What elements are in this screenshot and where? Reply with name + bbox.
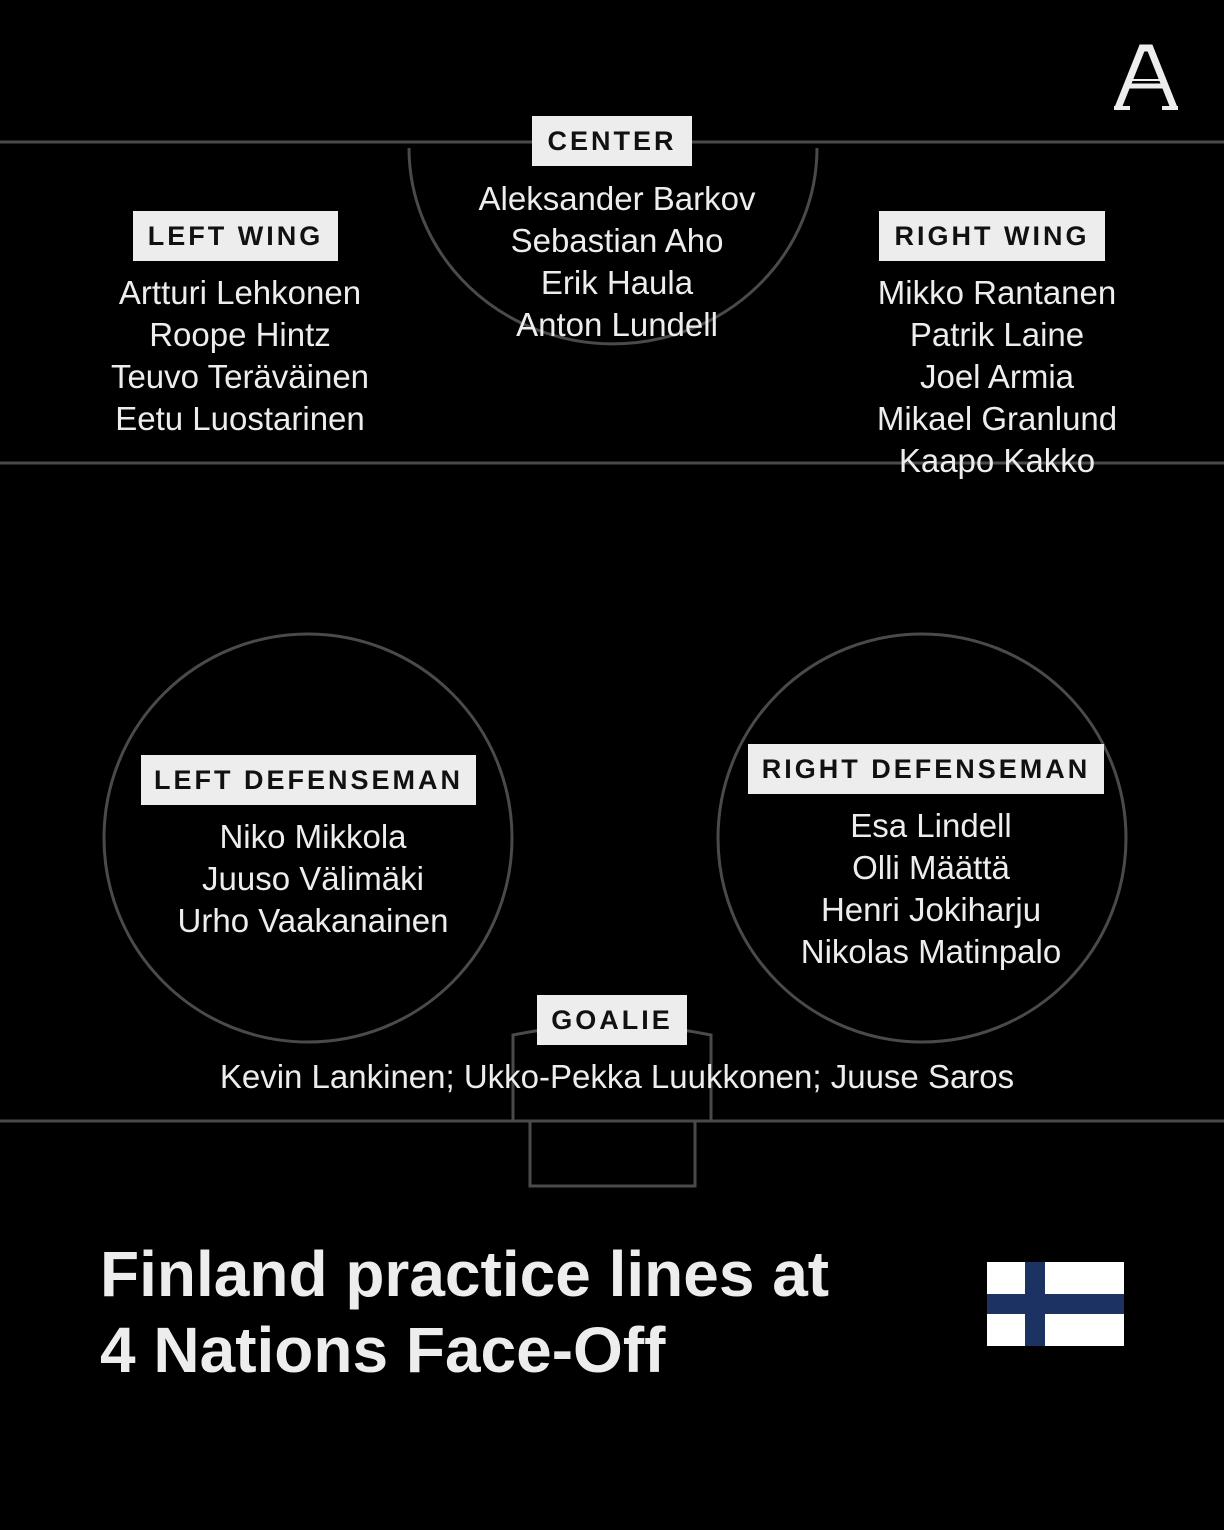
page-title bbox=[100, 1236, 920, 1388]
player-name: Erik Haula bbox=[540, 264, 694, 301]
player-name: Joel Armia bbox=[919, 358, 1075, 395]
player-name: Niko Mikkola bbox=[219, 818, 407, 855]
player-name: Olli Määttä bbox=[852, 849, 1010, 886]
player-name: Henri Jokiharju bbox=[820, 891, 1042, 928]
player-name: Nikolas Matinpalo bbox=[800, 933, 1062, 970]
the-athletic-logo-icon bbox=[1114, 44, 1178, 112]
player-name: Urho Vaakanainen bbox=[177, 902, 449, 939]
player-name: Artturi Lehkonen bbox=[118, 274, 362, 311]
center-players bbox=[417, 178, 817, 346]
right-wing-label: RIGHT WING bbox=[879, 211, 1105, 261]
player-name: Patrik Laine bbox=[909, 316, 1085, 353]
left-wing-label: LEFT WING bbox=[133, 211, 338, 261]
player-name: Mikael Granlund bbox=[876, 400, 1118, 437]
player-name: Juuso Välimäki bbox=[202, 860, 424, 897]
center-label: CENTER bbox=[532, 116, 692, 166]
player-name: Sebastian Aho bbox=[510, 222, 724, 259]
player-name: Eetu Luostarinen bbox=[115, 400, 365, 437]
left-wing-players bbox=[40, 272, 440, 440]
player-name: Anton Lundell bbox=[516, 306, 718, 343]
player-name: Mikko Rantanen bbox=[877, 274, 1117, 311]
player-name: Teuvo Teräväinen bbox=[110, 358, 370, 395]
goalie-label: GOALIE bbox=[537, 995, 687, 1045]
player-name: Esa Lindell bbox=[850, 807, 1012, 844]
title-line-2: 4 Nations Face-Off bbox=[100, 1314, 666, 1386]
left-defenseman-label: LEFT DEFENSEMAN bbox=[141, 755, 476, 805]
goalie-players: Kevin Lankinen; Ukko-Pekka Luukkonen; Juuse Saros bbox=[219, 1058, 1015, 1095]
finland-flag-icon bbox=[987, 1262, 1124, 1346]
player-name: Aleksander Barkov bbox=[478, 180, 756, 217]
right-defenseman-label: RIGHT DEFENSEMAN bbox=[748, 744, 1104, 794]
player-name: Kaapo Kakko bbox=[898, 442, 1096, 479]
title-line-1: Finland practice lines at bbox=[100, 1238, 830, 1310]
goal-net bbox=[530, 1121, 695, 1186]
right-wing-players bbox=[797, 272, 1197, 482]
right-defenseman-players bbox=[731, 805, 1131, 973]
player-name: Roope Hintz bbox=[149, 316, 331, 353]
left-defenseman-players bbox=[113, 816, 513, 942]
